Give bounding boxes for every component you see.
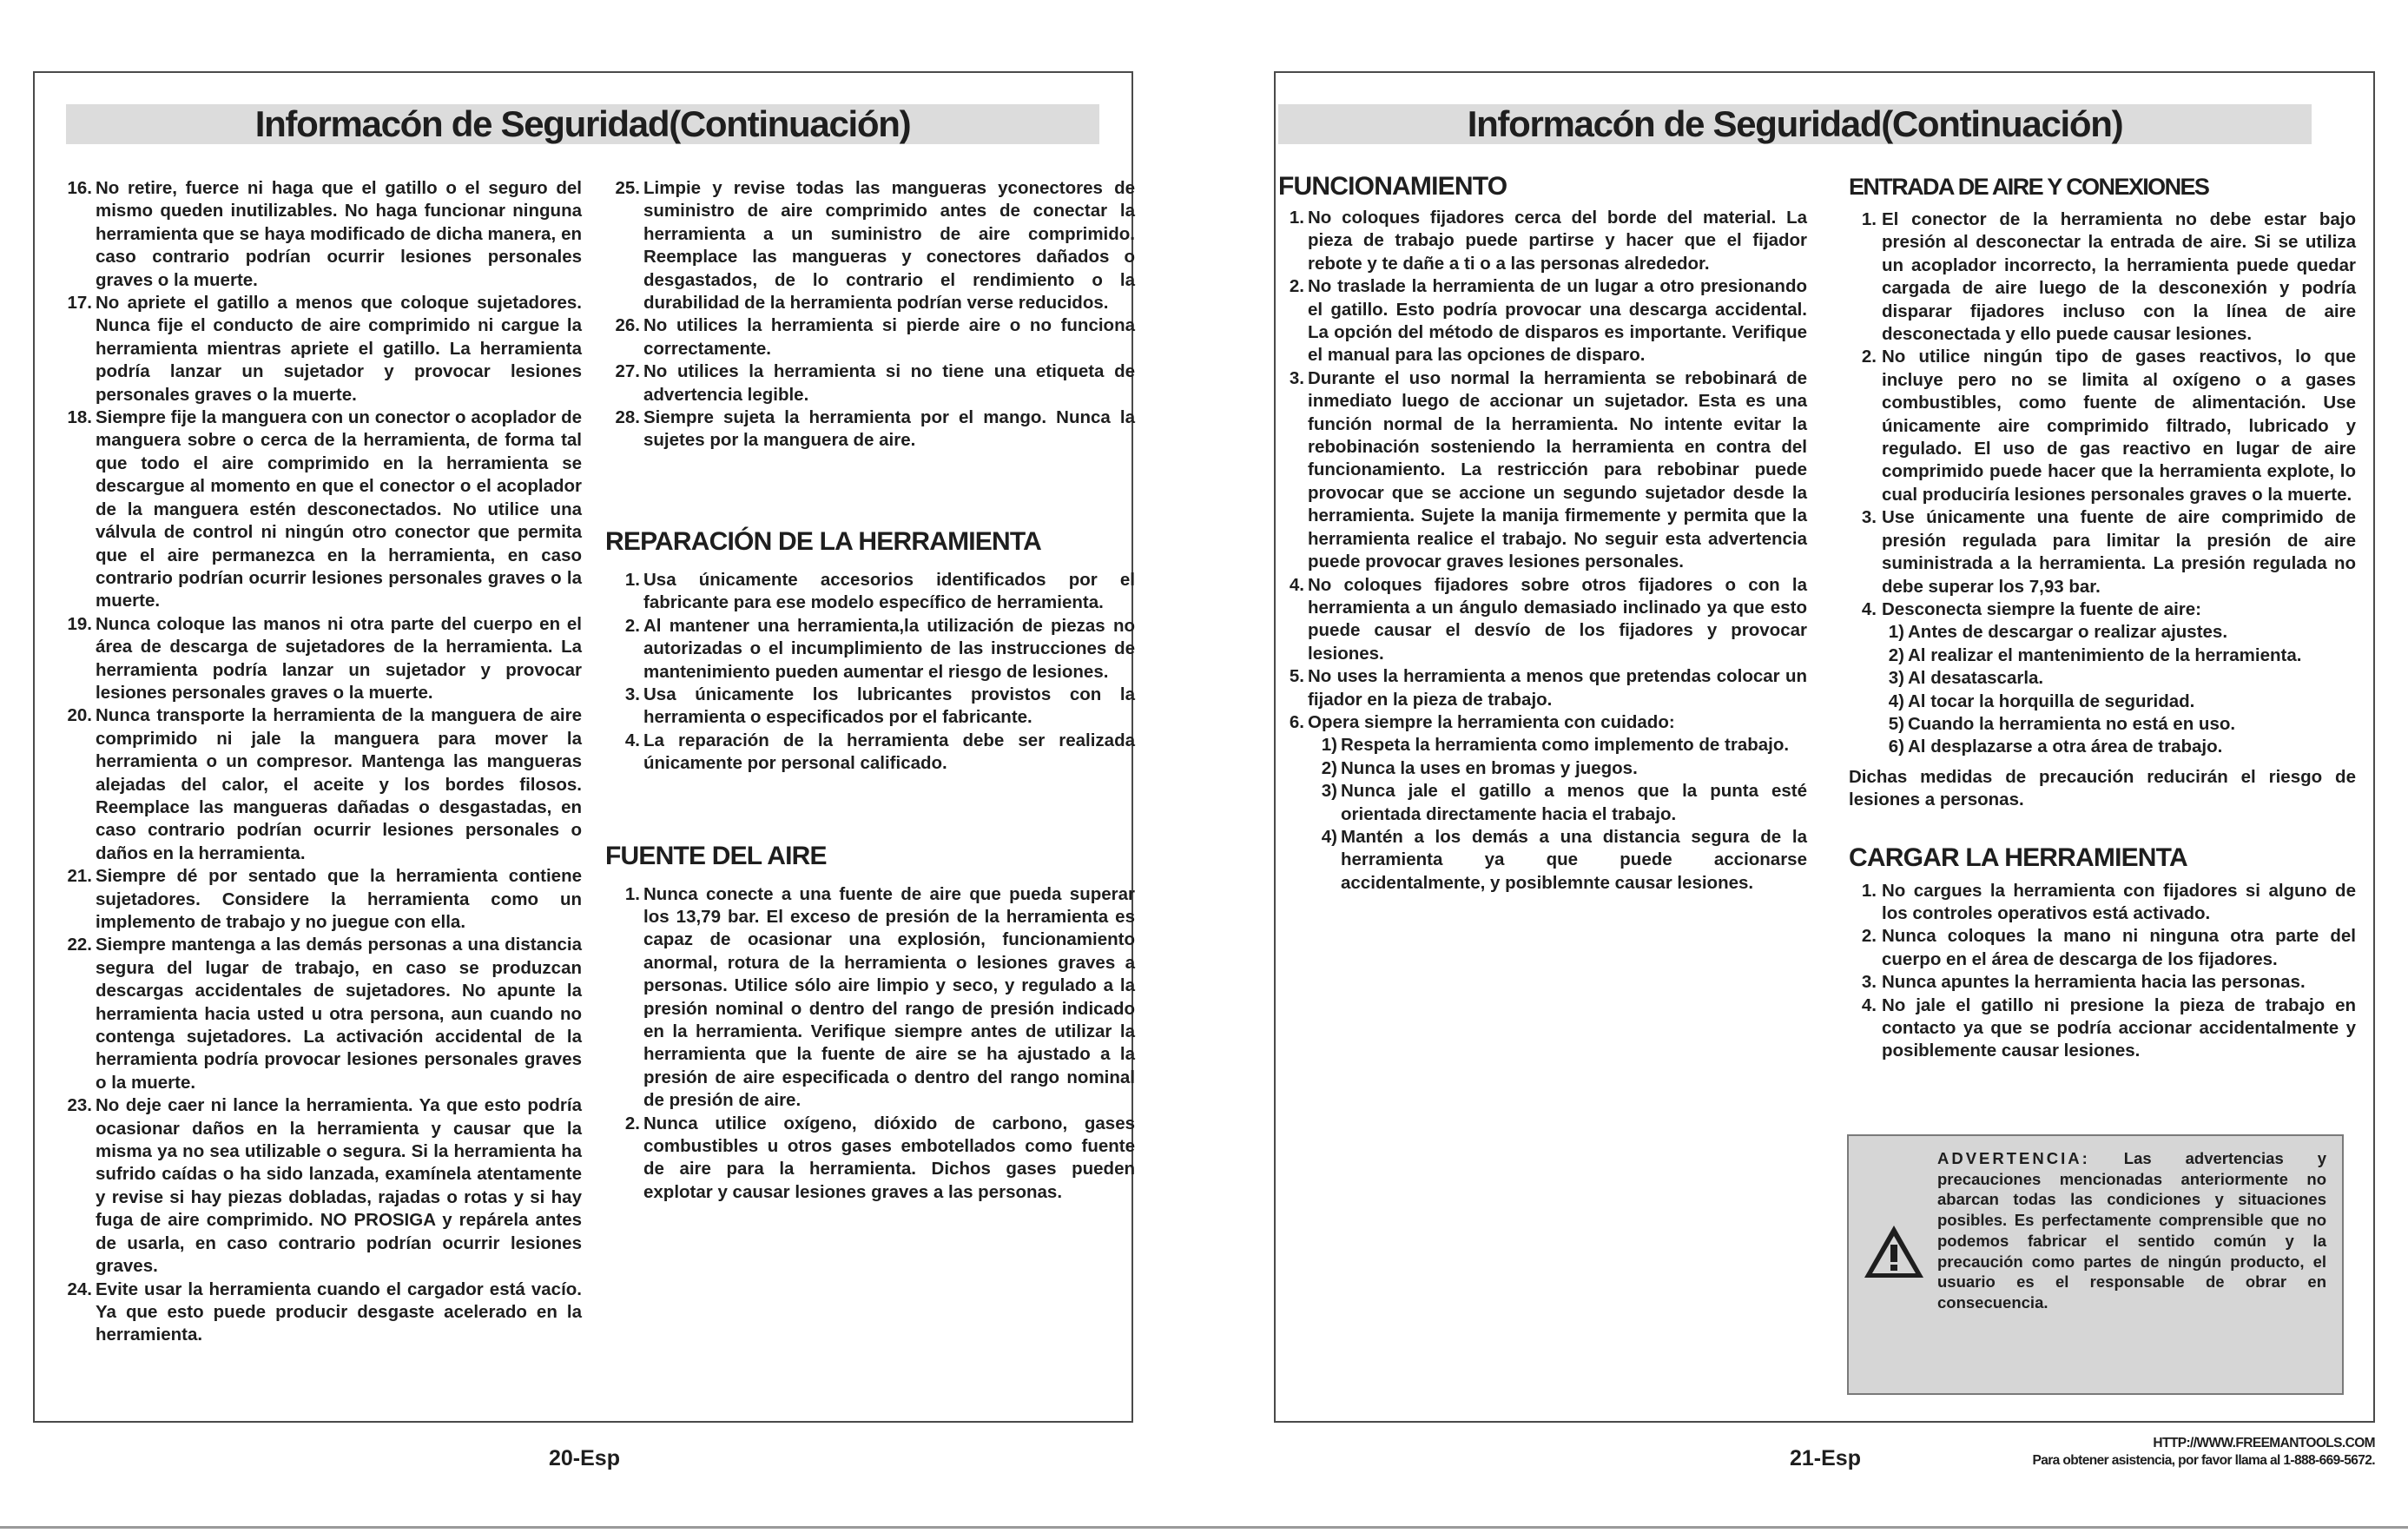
item-text: Al mantener una herramienta,la utilización de piezas no autorizadas o el incumplimiento de las instrucciones de mantenimiento pueden aumentar el riesgo de lesiones.	[643, 615, 1135, 682]
air-source-items-list	[605, 883, 1135, 1205]
item-text: No deje caer ni lance la herramienta. Ya que esto podría ocasionar daños en la herramienta y causar que la misma ya no sea utilizable o segura. Si la herramienta ha sufrido caídas o ha sido lanzada, examínela atentamente y revise si hay piezas dobladas, rajadas o rotas y si hay fuga de aire comprimido. NO PROSIGA y repárela antes de usarla, en caso contrario podrían ocurrir lesiones graves.	[96, 1095, 582, 1277]
item-number: 4.	[1861, 598, 1877, 619]
item-number: 4)	[1321, 826, 1337, 847]
operation-items-list	[1278, 207, 1807, 734]
item-text: No utilice ningún tipo de gases reactivos, lo que incluye pero no se limita al oxígeno o a gases combustibles, como fuente de alimentación. Use únicamente aire comprimido filtrado, lubricado y regulado. El uso de gas reactivo en lugar de aire comprimido puede hacer que la herramienta explote, lo cual produciría lesiones personales graves o la muerte.	[1882, 347, 2356, 505]
item-number: 16.	[67, 178, 92, 198]
air-connections-heading: ENTRADA DE AIRE Y CONEXIONES	[1849, 174, 2209, 200]
item-text: Mantén a los demás a una distancia segura de la herramienta ya que puede accionarse accidentalmente, y posiblemnte causar lesiones.	[1341, 826, 1807, 893]
page-title: Informacón de Seguridad(Continuación)	[1278, 104, 2312, 144]
list-item	[605, 314, 1135, 360]
item-text: Limpie y revise todas las mangueras yconectores de suministro de aire comprimido antes de conectar la herramienta a un suministro de aire comprimido. Reemplace las mangueras y conectores dañados o desgastados, de lo contrario el rendimiento o la durabilidad de la herramienta podrían verse reducidos.	[643, 178, 1135, 314]
item-number: 1.	[1861, 880, 1877, 901]
item-text: Siempre sujeta la herramienta por el mango. Nunca la sujetes por la manguera de aire.	[643, 407, 1135, 451]
list-item	[1849, 925, 2356, 971]
precaution-note: Dichas medidas de precaución reducirán el riesgo de lesiones a personas.	[1849, 766, 2356, 810]
bottom-divider	[0, 1526, 2408, 1529]
item-text: Al tocar la horquilla de seguridad.	[1908, 691, 2195, 711]
repair-heading: REPARACIÓN DE LA HERRAMIENTA	[605, 526, 1042, 556]
item-number: 2.	[624, 615, 640, 636]
item-text: No retire, fuerce ni haga que el gatillo o el seguro del mismo queden inutilizables. No haga funcionar ninguna herramienta que se haya modificado de dicha manera, en caso contrario podrían ocurrir lesiones personales graves o la muerte.	[96, 178, 582, 290]
item-number: 1.	[1289, 208, 1304, 228]
item-number: 18.	[67, 407, 92, 428]
item-number: 1)	[1888, 622, 1904, 643]
list-item	[57, 177, 582, 292]
support-phone-text: Para obtener asistencia, por favor llama al 1-888-669-5672.	[2032, 1453, 2375, 1468]
list-item	[605, 684, 1135, 730]
list-item	[57, 613, 582, 705]
list-item	[1278, 574, 1807, 666]
warning-body: Las advertencias y precauciones mencionadas anteriormente no abarcan todas las condiciones y situaciones posibles. Es perfectamente comprensible que no podemos fabricar el sentido común y la precaución como partes de ningún producto, el usuario es el responsable de obrar en consecuencia.	[1937, 1149, 2327, 1312]
item-number: 3)	[1321, 781, 1337, 802]
item-text: Nunca coloques la mano ni ninguna otra parte del cuerpo en el área de descarga de los fijadores.	[1882, 926, 2356, 969]
item-text: Al desplazarse a otra área de trabajo.	[1908, 737, 2223, 757]
item-text: Nunca la uses en bromas y juegos.	[1341, 757, 1638, 778]
list-item	[1849, 994, 2356, 1063]
item-number: 5.	[1289, 666, 1304, 687]
item-text: Nunca jale el gatillo a menos que la punta esté orientada directamente hacia el trabajo.	[1341, 781, 1807, 824]
air-connections-items-list	[1849, 208, 2356, 621]
list-item	[1278, 734, 1807, 757]
page-number-right: 21-Esp	[1790, 1446, 1861, 1470]
list-item	[1278, 665, 1807, 711]
list-item	[1849, 691, 2356, 713]
list-item	[57, 865, 582, 934]
item-number: 26.	[615, 315, 640, 336]
list-item	[605, 360, 1135, 406]
page-number-left: 20-Esp	[549, 1446, 620, 1470]
item-number: 19.	[67, 613, 92, 634]
list-item	[1849, 506, 2356, 598]
list-item	[1849, 736, 2356, 758]
air-connections-subitems-list	[1849, 621, 2356, 758]
repair-items-list	[605, 569, 1135, 776]
item-text: Usa únicamente accesorios identificados por el fabricante para ese modelo específico de herramienta.	[643, 569, 1135, 613]
list-item	[1849, 971, 2356, 994]
item-text: No uses la herramienta a menos que pretendas colocar un fijador en la pieza de trabajo.	[1308, 666, 1807, 710]
list-item	[57, 934, 582, 1094]
item-number: 6.	[1289, 711, 1304, 732]
footer-contact	[2032, 1435, 2375, 1470]
item-number: 1.	[1861, 209, 1877, 229]
list-item	[1849, 880, 2356, 926]
item-number: 2)	[1888, 644, 1904, 665]
item-number: 4.	[1289, 574, 1304, 595]
item-number: 1.	[624, 569, 640, 590]
item-text: La reparación de la herramienta debe ser realizada únicamente por personal calificado.	[643, 730, 1135, 774]
list-item	[1278, 275, 1807, 367]
item-number: 2.	[1861, 347, 1877, 367]
item-number: 5)	[1888, 713, 1904, 734]
item-number: 2.	[1861, 926, 1877, 947]
item-number: 1.	[624, 883, 640, 904]
item-number: 3.	[1861, 972, 1877, 993]
safety-items-list	[57, 177, 582, 1347]
list-item	[1849, 667, 2356, 690]
item-number: 20.	[67, 705, 92, 726]
list-item	[1278, 367, 1807, 574]
item-text: Nunca apuntes la herramienta hacia las personas.	[1882, 972, 2306, 993]
item-text: El conector de la herramienta no debe estar bajo presión al desconectar la entrada de aire. Si se utiliza un acoplador incorrecto, la herramienta puede quedar cargada de aire luego de la desconexión y podría disparar fijadores incluso con la línea de aire desconectada y ello puede causar lesiones.	[1882, 209, 2356, 345]
list-item	[1278, 757, 1807, 780]
item-text: Desconecta siempre la fuente de aire:	[1882, 598, 2202, 619]
item-number: 2.	[624, 1113, 640, 1133]
operation-heading: FUNCIONAMIENTO	[1278, 172, 1507, 201]
item-text: Siempre fije la manguera con un conector o acoplador de manguera sobre o cerca de la herramienta, de forma tal que todo el aire comprimido en la herramienta se descargue al momento en que el conector o el acoplador de la manguera estén desconectados. No utilice una válvula de control ni ningún otro conector que permita que el aire permanezca en la herramienta, en caso contrario podrían ocurrir lesiones personales graves o la muerte.	[96, 407, 582, 611]
item-text: Nunca conecte a una fuente de aire que pueda superar los 13,79 bar. El exceso de presión de la herramienta es capaz de ocasionar una explosión, funcionamiento anormal, rotura de la herramienta o lesiones graves a personas. Utilice sólo aire limpio y seco, y regulado a la presión nominal o dentro del rango de presión indicado en la herramienta. Verifique siempre antes de utilizar la herramienta que la fuente de aire se ha ajustado a la presión de aire especificada o dentro del rango nominal de presión de aire.	[643, 883, 1135, 1111]
item-number: 17.	[67, 293, 92, 314]
right-column-1	[1278, 172, 1807, 895]
item-text: No utilices la herramienta si no tiene una etiqueta de advertencia legible.	[643, 361, 1135, 405]
list-item	[1849, 644, 2356, 667]
list-item	[1278, 711, 1807, 734]
warning-triangle-icon	[1863, 1223, 1925, 1280]
item-text: No coloques fijadores cerca del borde del material. La pieza de trabajo puede partirse y hacer que el fijador rebote y te dañe a ti o a las personas alrededor.	[1308, 208, 1807, 274]
item-text: Durante el uso normal la herramienta se rebobinará de inmediato luego de accionar un sujetador. Esta es una función normal de la herramienta. No intente evitar la rebobinación sosteniendo la herramienta en contra del funcionamiento. La restricción para rebobinar puede provocar que se accione un segundo sujetador desde la herramienta. Sujete la manija firmemente y permita que la herramienta realice el trabajo. No seguir esta advertencia puede provocar graves lesiones personales.	[1308, 367, 1807, 572]
list-item	[605, 1113, 1135, 1205]
warning-label: ADVERTENCIA:	[1937, 1149, 2090, 1167]
item-text: Nunca coloque las manos ni otra parte del cuerpo en el área de descarga de sujetadores de la herramienta. La herramienta podría lanzar un sujetador y provocar lesiones personales graves o la muerte.	[96, 613, 582, 703]
item-text: No jale el gatillo ni presione la pieza de trabajo en contacto ya que se podría accionar accidentalmente y posiblemente causar lesiones.	[1882, 994, 2356, 1061]
item-text: No apriete el gatillo a menos que coloque sujetadores. Nunca fije el conducto de aire comprimido ni cargue la herramienta mientras apriete el gatillo. La herramienta podría lanzar un sujetador y provocar lesiones personales graves o la muerte.	[96, 293, 582, 405]
item-number: 3.	[1861, 507, 1877, 528]
operation-subitems-list	[1278, 734, 1807, 895]
list-item	[1849, 598, 2356, 621]
item-text: No coloques fijadores sobre otros fijadores o con la herramienta a un ángulo demasiado inclinado ya que esto puede causar el desvío de los fijadores y provocar lesiones.	[1308, 574, 1807, 664]
item-number: 2.	[1289, 276, 1304, 297]
list-item	[1849, 621, 2356, 644]
item-text: Evite usar la herramienta cuando el cargador está vacío. Ya que esto puede producir desgaste acelerado en la herramienta.	[96, 1279, 582, 1345]
item-number: 22.	[67, 935, 92, 955]
list-item	[57, 1279, 582, 1347]
item-number: 21.	[67, 866, 92, 887]
list-item	[1849, 208, 2356, 346]
item-number: 27.	[615, 361, 640, 382]
item-number: 2)	[1321, 757, 1337, 778]
loading-heading: CARGAR LA HERRAMIENTA	[1849, 842, 2187, 872]
list-item	[57, 1094, 582, 1278]
item-text: Usa únicamente los lubricantes provistos con la herramienta o especificados por el fabricante.	[643, 684, 1135, 728]
item-text: Nunca transporte la herramienta de la manguera de aire comprimido ni jale la manguera para mover la herramienta o un compresor. Mantenga las mangueras alejadas del calor, el aceite y los bordes filosos. Reemplace las mangueras dañadas o desgastadas, en caso contrario podrían ocurrir lesiones personales o daños en la herramienta.	[96, 705, 582, 863]
list-item	[57, 292, 582, 406]
list-item	[1278, 826, 1807, 895]
list-item	[605, 883, 1135, 1113]
list-item	[1849, 713, 2356, 736]
item-text: Nunca utilice oxígeno, dióxido de carbono, gases combustibles u otros gases embotellados como fuente de aire para la herramienta. Dichos gases pueden explotar y causar lesiones graves a las personas.	[643, 1113, 1135, 1202]
list-item	[57, 406, 582, 613]
item-text: No utilices la herramienta si pierde aire o no funciona correctamente.	[643, 315, 1135, 359]
list-item	[605, 615, 1135, 684]
item-number: 4.	[1861, 994, 1877, 1015]
list-item	[1278, 780, 1807, 826]
item-number: 6)	[1888, 737, 1904, 757]
item-text: Al realizar el mantenimiento de la herramienta.	[1908, 644, 2302, 665]
warning-text	[1937, 1148, 2326, 1313]
item-text: Antes de descargar o realizar ajustes.	[1908, 622, 2228, 643]
list-item	[1849, 346, 2356, 506]
item-text: Cuando la herramienta no está en uso.	[1908, 713, 2236, 734]
list-item	[605, 730, 1135, 776]
item-text: No cargues la herramienta con fijadores si alguno de los controles operativos está activado.	[1882, 880, 2356, 923]
item-text: Al desatascarla.	[1908, 668, 2044, 689]
list-item	[605, 406, 1135, 453]
item-number: 28.	[615, 407, 640, 428]
list-item	[605, 177, 1135, 314]
left-page	[33, 71, 1133, 1423]
item-number: 25.	[615, 178, 640, 198]
item-number: 4.	[624, 730, 640, 750]
air-source-heading: FUENTE DEL AIRE	[605, 841, 827, 870]
item-text: Siempre dé por sentado que la herramienta contiene sujetadores. Considere la herramienta como un implemento de trabajo y no juegue con ella.	[96, 866, 582, 932]
item-number: 3.	[1289, 367, 1304, 388]
item-number: 24.	[67, 1279, 92, 1299]
right-column-2	[1849, 172, 2356, 1063]
item-text: Opera siempre la herramienta con cuidado:	[1308, 711, 1675, 732]
item-text: No traslade la herramienta de un lugar a otro presionando el gatillo. Esto podría provocar una descarga accidental. La opción del método de disparos es importante. Verifique el manual para las opciones de disparo.	[1308, 276, 1807, 366]
website-link[interactable]: HTTP://WWW.FREEMANTOOLS.COM	[2153, 1436, 2375, 1450]
loading-items-list	[1849, 880, 2356, 1063]
list-item	[57, 704, 582, 865]
item-number: 3.	[624, 684, 640, 704]
safety-items-list-continued	[605, 177, 1135, 453]
item-number: 23.	[67, 1095, 92, 1116]
item-text: Use únicamente una fuente de aire comprimido de presión regulada para limitar la presión de aire suministrada a la herramienta. La presión regulada no debe superar los 7,93 bar.	[1882, 507, 2356, 597]
item-number: 1)	[1321, 735, 1337, 756]
item-text: Respeta la herramienta como implemento de trabajo.	[1341, 735, 1790, 756]
list-item	[605, 569, 1135, 615]
item-text: Siempre mantenga a las demás personas a una distancia segura del lugar de trabajo, en caso se produzcan descargas accidentales de sujetadores. No apunte la herramienta hacia usted u otra persona, aun cuando no contenga sujetadores. La activación accidental de la herramienta podría provocar lesiones personales graves o la muerte.	[96, 935, 582, 1093]
item-number: 3)	[1888, 668, 1904, 689]
left-column-2	[605, 177, 1135, 1204]
left-column-1	[57, 177, 582, 1347]
warning-box	[1847, 1134, 2344, 1395]
page-title: Informacón de Seguridad(Continuación)	[66, 104, 1099, 144]
item-number: 4)	[1888, 691, 1904, 711]
right-page	[1274, 71, 2375, 1423]
list-item	[1278, 207, 1807, 275]
